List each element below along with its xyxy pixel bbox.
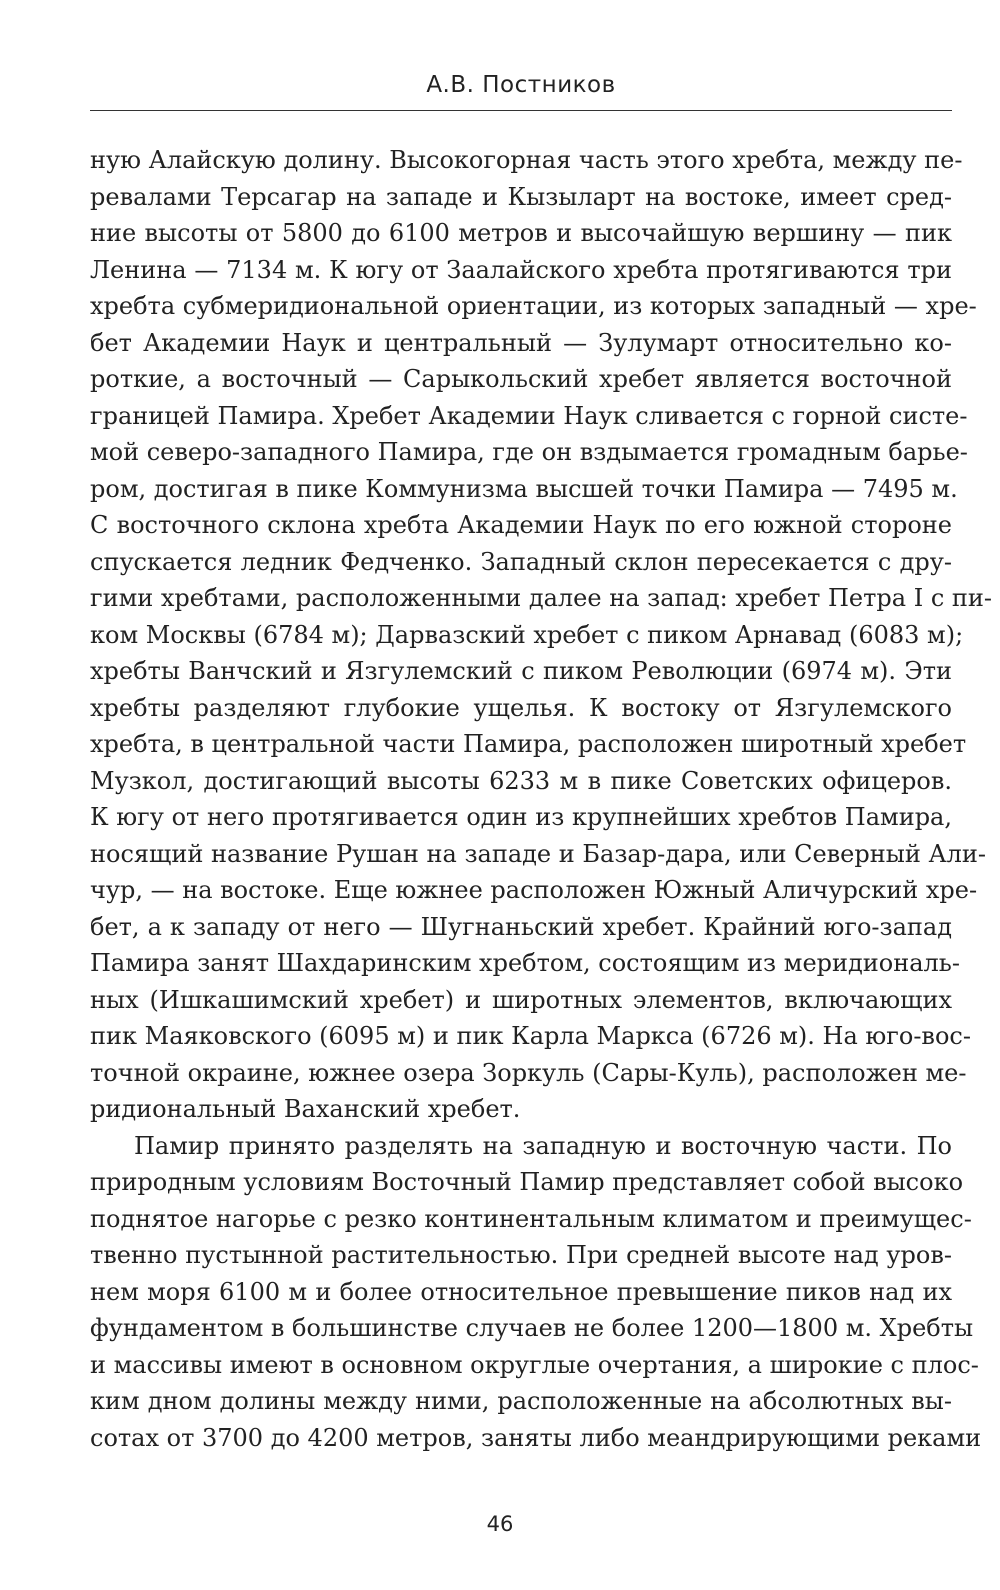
text-line: носящий название Рушан на западе и Базар-дара, или Северный Али- (90, 839, 986, 868)
text-line: фундаментом в большинстве случаев не более 1200—1800 м. Хребты (90, 1314, 974, 1342)
paragraph-1 (90, 142, 992, 1128)
text-line: Ленина — 7134 м. К югу от Заалайского хребта протягиваются три (90, 255, 952, 284)
text-line: хребта, в центральной части Памира, расположен широтный хребет (90, 730, 967, 758)
text-line: мой северо-западного Памира, где он вздымается громадным барье- (90, 438, 968, 466)
text-line: хребта субмеридиональной ориентации, из которых западный — хре- (90, 292, 977, 320)
text-line: точной окраине, южнее озера Зоркуль (Сары-Куль), расположен ме- (90, 1058, 967, 1087)
text-line: и массивы имеют в основном округлые очертания, а широкие с плос- (90, 1350, 979, 1379)
text-line: Музкол, достигающий высоты 6233 м в пике Советских офицеров. (90, 766, 952, 795)
text-line: спускается ледник Федченко. Западный склон пересекается с дру- (90, 547, 952, 576)
text-line: бет, а к западу от него — Шугнаньский хребет. Крайний юго-запад (90, 912, 952, 941)
paragraph-2 (90, 1128, 982, 1457)
text-line: хребты Ванчский и Язгулемский с пиком Революции (6974 м). Эти (90, 657, 952, 685)
text-line: сотах от 3700 до 4200 метров, заняты либо меандрирующими реками (90, 1423, 982, 1452)
text-line: поднятое нагорье с резко континентальным климатом и преимущес- (90, 1204, 972, 1233)
running-header: А.В. Постников (426, 72, 616, 98)
header-rule (90, 110, 952, 111)
text-line: ревалами Терсагар на западе и Кызыларт на востоке, имеет сред- (90, 182, 952, 211)
text-line: гими хребтами, расположенными далее на запад: хребет Петра I с пи- (90, 584, 992, 612)
text-line: К югу от него протягивается один из крупнейших хребтов Памира, (90, 803, 952, 831)
text-line: хребты разделяют глубокие ущелья. К востоку от Язгулемского (90, 693, 952, 722)
text-line: границей Памира. Хребет Академии Наук сливается с горной систе- (90, 401, 968, 430)
text-line: ных (Ишкашимский хребет) и широтных элементов, включающих (90, 985, 952, 1014)
text-line: бет Академии Наук и центральный — Зулумарт относительно ко- (90, 328, 952, 357)
text-line: чур, — на востоке. Еще южнее расположен Южный Аличурский хре- (90, 876, 978, 904)
text-line: ким дном долины между ними, расположенные на абсолютных вы- (90, 1387, 952, 1415)
text-line: твенно пустынной растительностью. При средней высоте над уров- (90, 1241, 952, 1269)
body-text (90, 142, 992, 1456)
text-line: С восточного склона хребта Академии Наук по его южной стороне (90, 511, 952, 539)
text-line: ную Алайскую долину. Высокогорная часть этого хребта, между пе- (90, 146, 963, 174)
text-line: ние высоты от 5800 до 6100 метров и высочайшую вершину — пик (90, 219, 952, 247)
text-line: ком Москвы (6784 м); Дарвазский хребет с пиком Арнавад (6083 м); (90, 620, 964, 649)
text-line: роткие, а восточный — Сарыкольский хребет является восточной (90, 365, 952, 393)
text-line: природным условиям Восточный Памир представляет собой высоко (90, 1168, 964, 1196)
text-line: ридиональный Ваханский хребет. (90, 1095, 521, 1123)
text-line: нем моря 6100 м и более относительное превышение пиков над их (90, 1277, 952, 1306)
text-line: Памир принято разделять на западную и восточную части. По (134, 1131, 952, 1160)
page-number: 46 (486, 1512, 514, 1536)
text-line: пик Маяковского (6095 м) и пик Карла Маркса (6726 м). На юго-вос- (90, 1022, 971, 1050)
text-line: Памира занят Шахдаринским хребтом, состоящим из меридиональ- (90, 949, 960, 977)
text-line: ром, достигая в пике Коммунизма высшей точки Памира — 7495 м. (90, 474, 958, 503)
